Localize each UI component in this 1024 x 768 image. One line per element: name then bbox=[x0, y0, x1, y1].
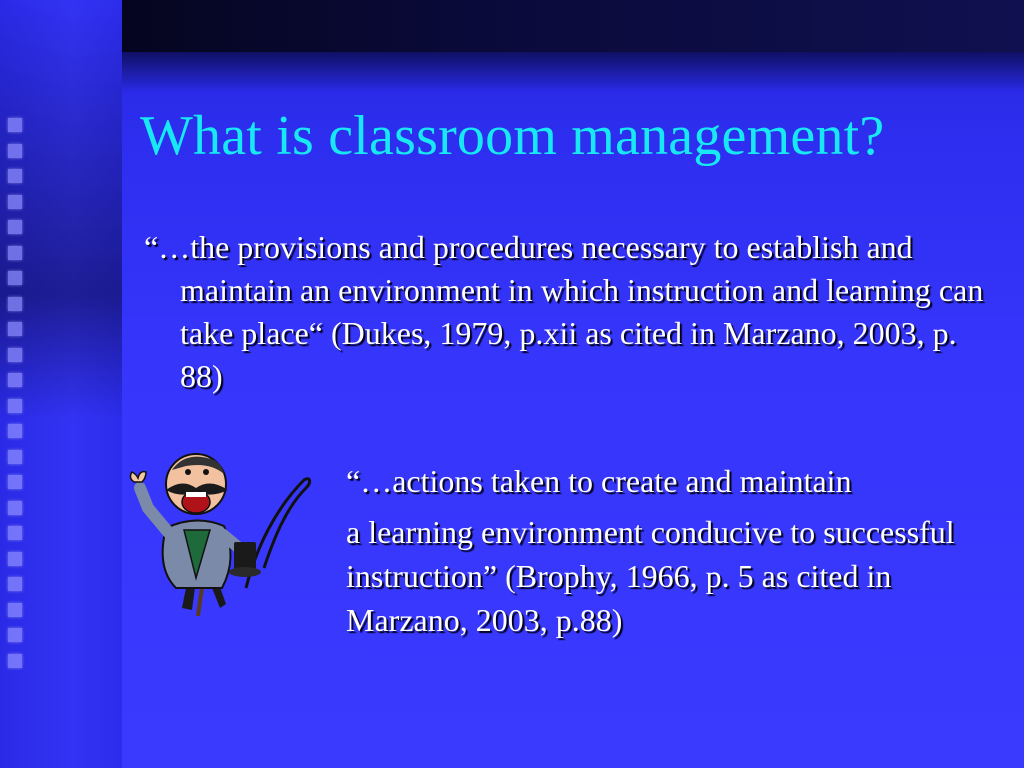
decorative-square bbox=[8, 144, 22, 158]
quote-brophy bbox=[346, 458, 996, 642]
decorative-square bbox=[8, 501, 22, 515]
decorative-square bbox=[8, 348, 22, 362]
quote-brophy-continuation: a learning environment conducive to successful instruction” (Brophy, 1966, p. 5 as cited in Marzano, 2003, p.88) bbox=[346, 514, 955, 638]
decorative-square bbox=[8, 424, 22, 438]
decorative-square bbox=[8, 118, 22, 132]
decorative-square bbox=[8, 654, 22, 668]
decorative-square bbox=[8, 450, 22, 464]
decorative-square bbox=[8, 526, 22, 540]
quote-dukes: “…the provisions and procedures necessary to establish and maintain an environment in which instruction and learning can take place“ (Dukes, 1979, p.xii as cited in Marzano, 2003, p. 88) bbox=[144, 229, 984, 394]
decorative-square bbox=[8, 628, 22, 642]
decorative-square bbox=[8, 475, 22, 489]
decorative-square bbox=[8, 220, 22, 234]
decorative-square bbox=[8, 271, 22, 285]
decorative-square bbox=[8, 373, 22, 387]
decorative-square bbox=[8, 322, 22, 336]
slide-title: What is classroom management? bbox=[140, 105, 885, 167]
decorative-square bbox=[8, 246, 22, 260]
decorative-square bbox=[8, 552, 22, 566]
decorative-square bbox=[8, 169, 22, 183]
decorative-square bbox=[8, 603, 22, 617]
decorative-square bbox=[8, 577, 22, 591]
decorative-square bbox=[8, 399, 22, 413]
decorative-square bbox=[8, 195, 22, 209]
decorative-square bbox=[8, 297, 22, 311]
quote-brophy-first-line: “…actions taken to create and maintain bbox=[346, 463, 852, 499]
decorative-squares bbox=[8, 118, 28, 679]
top-dark-band bbox=[122, 0, 1024, 52]
top-band-fade bbox=[122, 52, 1024, 92]
ringmaster-clipart-icon bbox=[126, 448, 316, 618]
